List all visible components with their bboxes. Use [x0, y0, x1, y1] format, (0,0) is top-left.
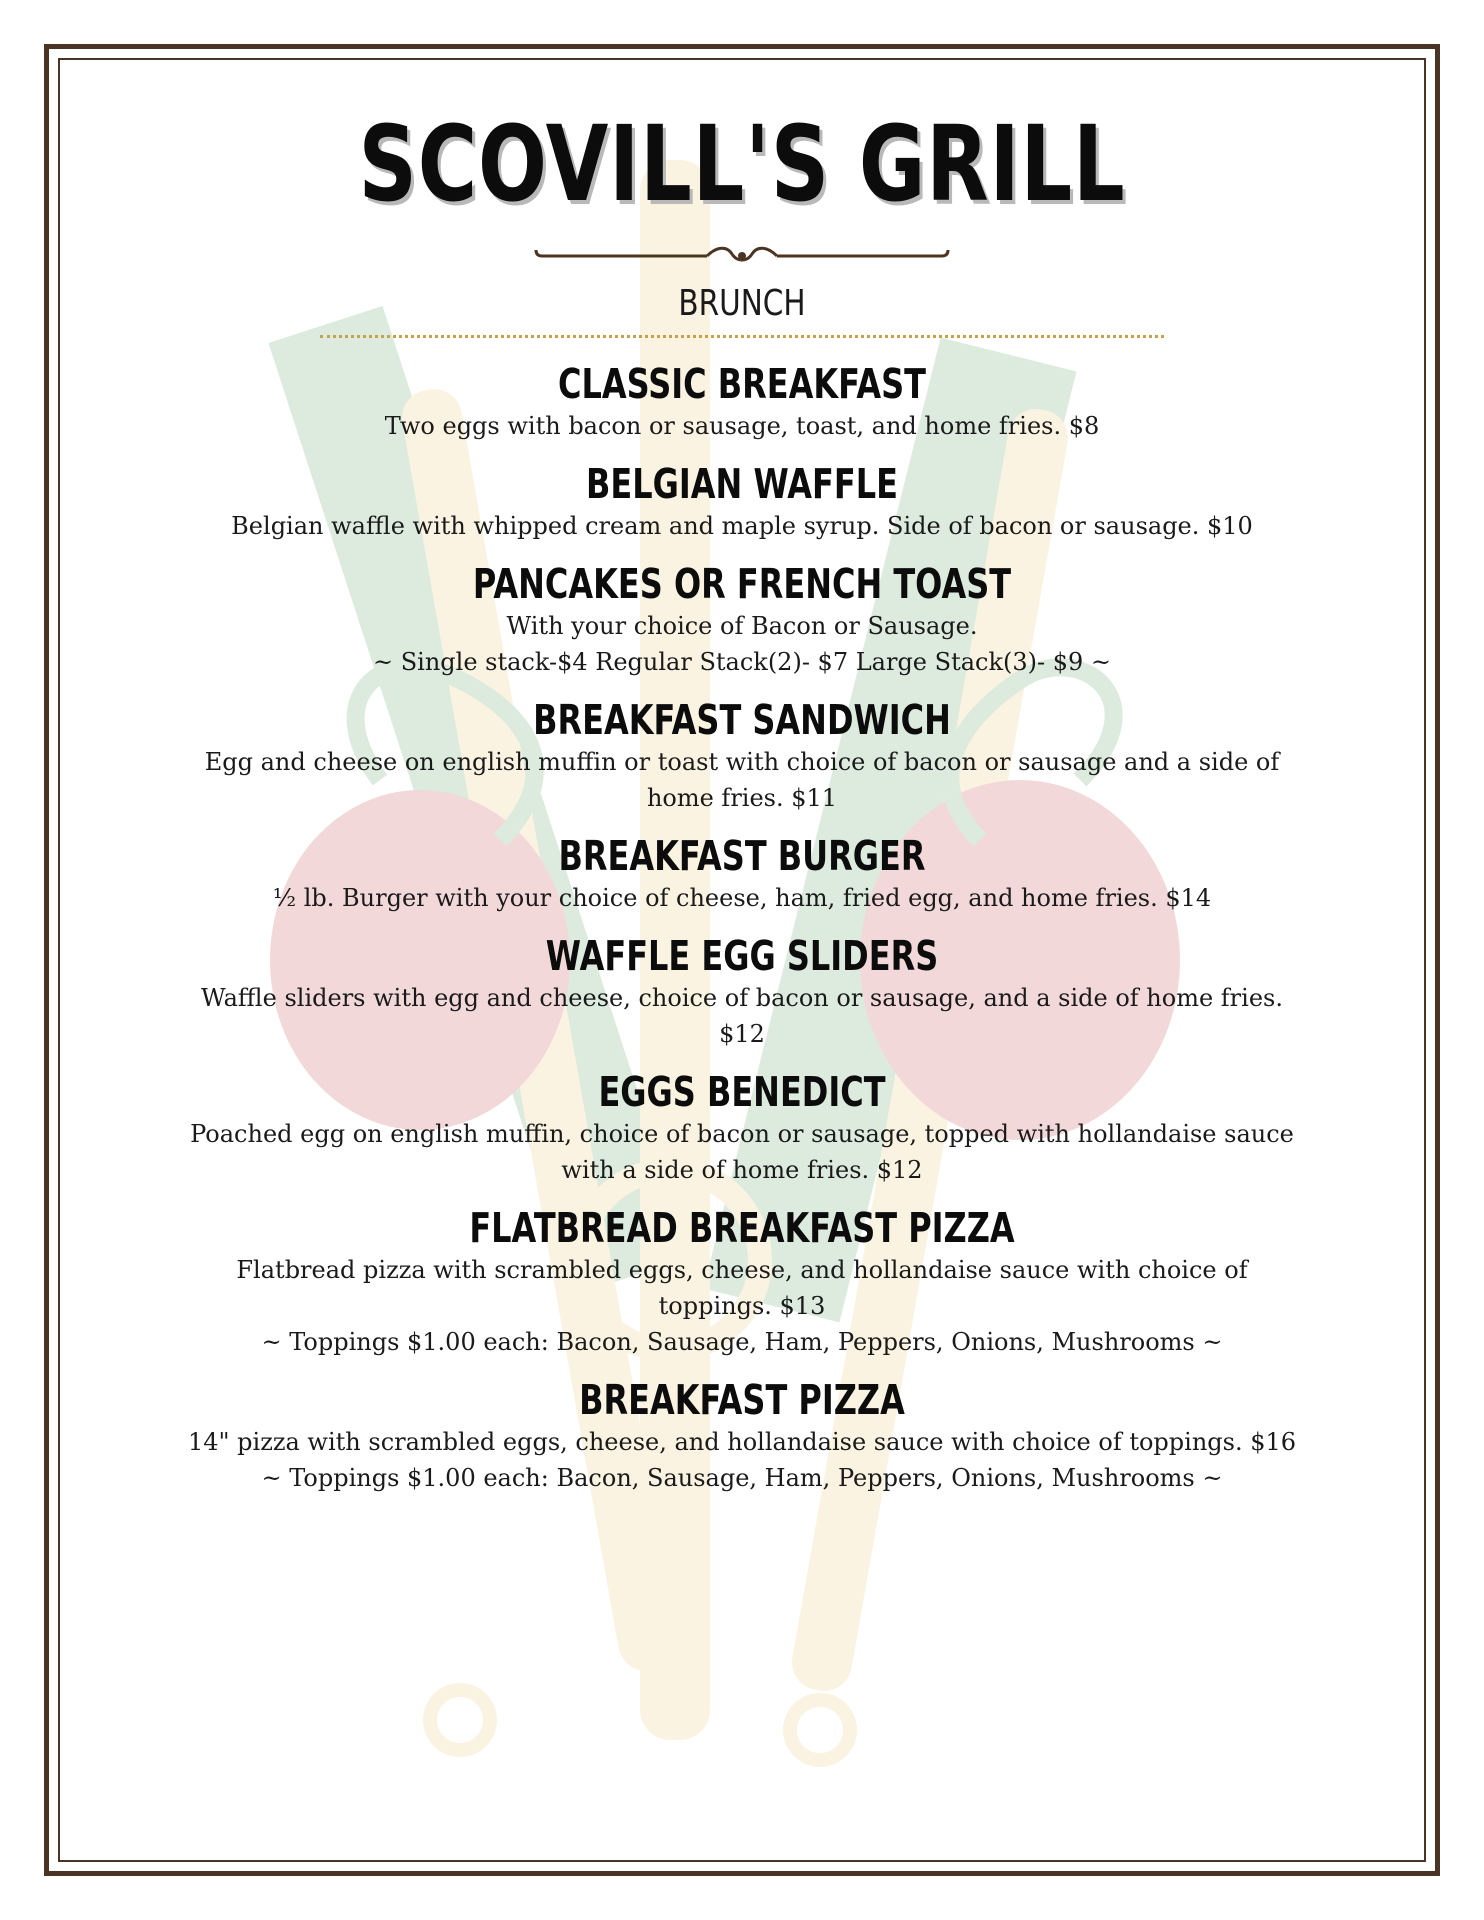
- menu-item: [177, 360, 1307, 444]
- item-name: EGGS BENEDICT: [598, 1068, 886, 1116]
- restaurant-name: SCOVILL'S GRILL: [358, 103, 1126, 225]
- item-name: BREAKFAST SANDWICH: [533, 696, 951, 744]
- item-name: PANCAKES OR FRENCH TOAST: [472, 560, 1012, 608]
- item-description: Belgian waffle with whipped cream and maple syrup. Side of bacon or sausage. $10: [231, 512, 1253, 540]
- item-pricing-note: ~ Single stack-$4 Regular Stack(2)- $7 Large Stack(3)- $9 ~: [372, 648, 1112, 676]
- menu-item: [177, 696, 1307, 816]
- item-description: Flatbread pizza with scrambled eggs, cheese, and hollandaise sauce with choice of toppings. $13: [236, 1256, 1248, 1320]
- menu-items: [120, 360, 1364, 1512]
- ornamental-divider: [532, 240, 952, 270]
- menu-item: [177, 1376, 1307, 1496]
- menu-item: [177, 460, 1307, 544]
- menu-item: [177, 832, 1307, 916]
- item-name: CLASSIC BREAKFAST: [558, 360, 926, 408]
- menu-item: [177, 1204, 1307, 1360]
- item-name: BELGIAN WAFFLE: [586, 460, 898, 508]
- item-description: Poached egg on english muffin, choice of bacon or sausage, topped with hollandaise sauce with a side of home fries. $12: [190, 1120, 1294, 1184]
- item-description: Two eggs with bacon or sausage, toast, and home fries. $8: [384, 412, 1100, 440]
- item-name: BREAKFAST BURGER: [558, 832, 926, 880]
- item-description: 14" pizza with scrambled eggs, cheese, and hollandaise sauce with choice of toppings. $16: [187, 1428, 1297, 1456]
- menu-item: [177, 932, 1307, 1052]
- item-name: BREAKFAST PIZZA: [579, 1376, 905, 1424]
- item-toppings-note: ~ Toppings $1.00 each: Bacon, Sausage, Ham, Peppers, Onions, Mushrooms ~: [261, 1464, 1223, 1492]
- section-title: BRUNCH: [678, 283, 806, 324]
- menu-item: [177, 1068, 1307, 1188]
- section-dotted-rule: [320, 335, 1164, 338]
- menu-item: [177, 560, 1307, 680]
- item-description: ½ lb. Burger with your choice of cheese, ham, fried egg, and home fries. $14: [272, 884, 1212, 912]
- item-name: WAFFLE EGG SLIDERS: [545, 932, 939, 980]
- item-description: With your choice of Bacon or Sausage.: [506, 612, 978, 640]
- item-toppings-note: ~ Toppings $1.00 each: Bacon, Sausage, Ham, Peppers, Onions, Mushrooms ~: [261, 1328, 1223, 1356]
- item-description: Egg and cheese on english muffin or toast with choice of bacon or sausage and a side of home fries. $11: [204, 748, 1280, 812]
- item-description: Waffle sliders with egg and cheese, choice of bacon or sausage, and a side of home fries. $12: [201, 984, 1283, 1048]
- item-name: FLATBREAD BREAKFAST PIZZA: [469, 1204, 1015, 1252]
